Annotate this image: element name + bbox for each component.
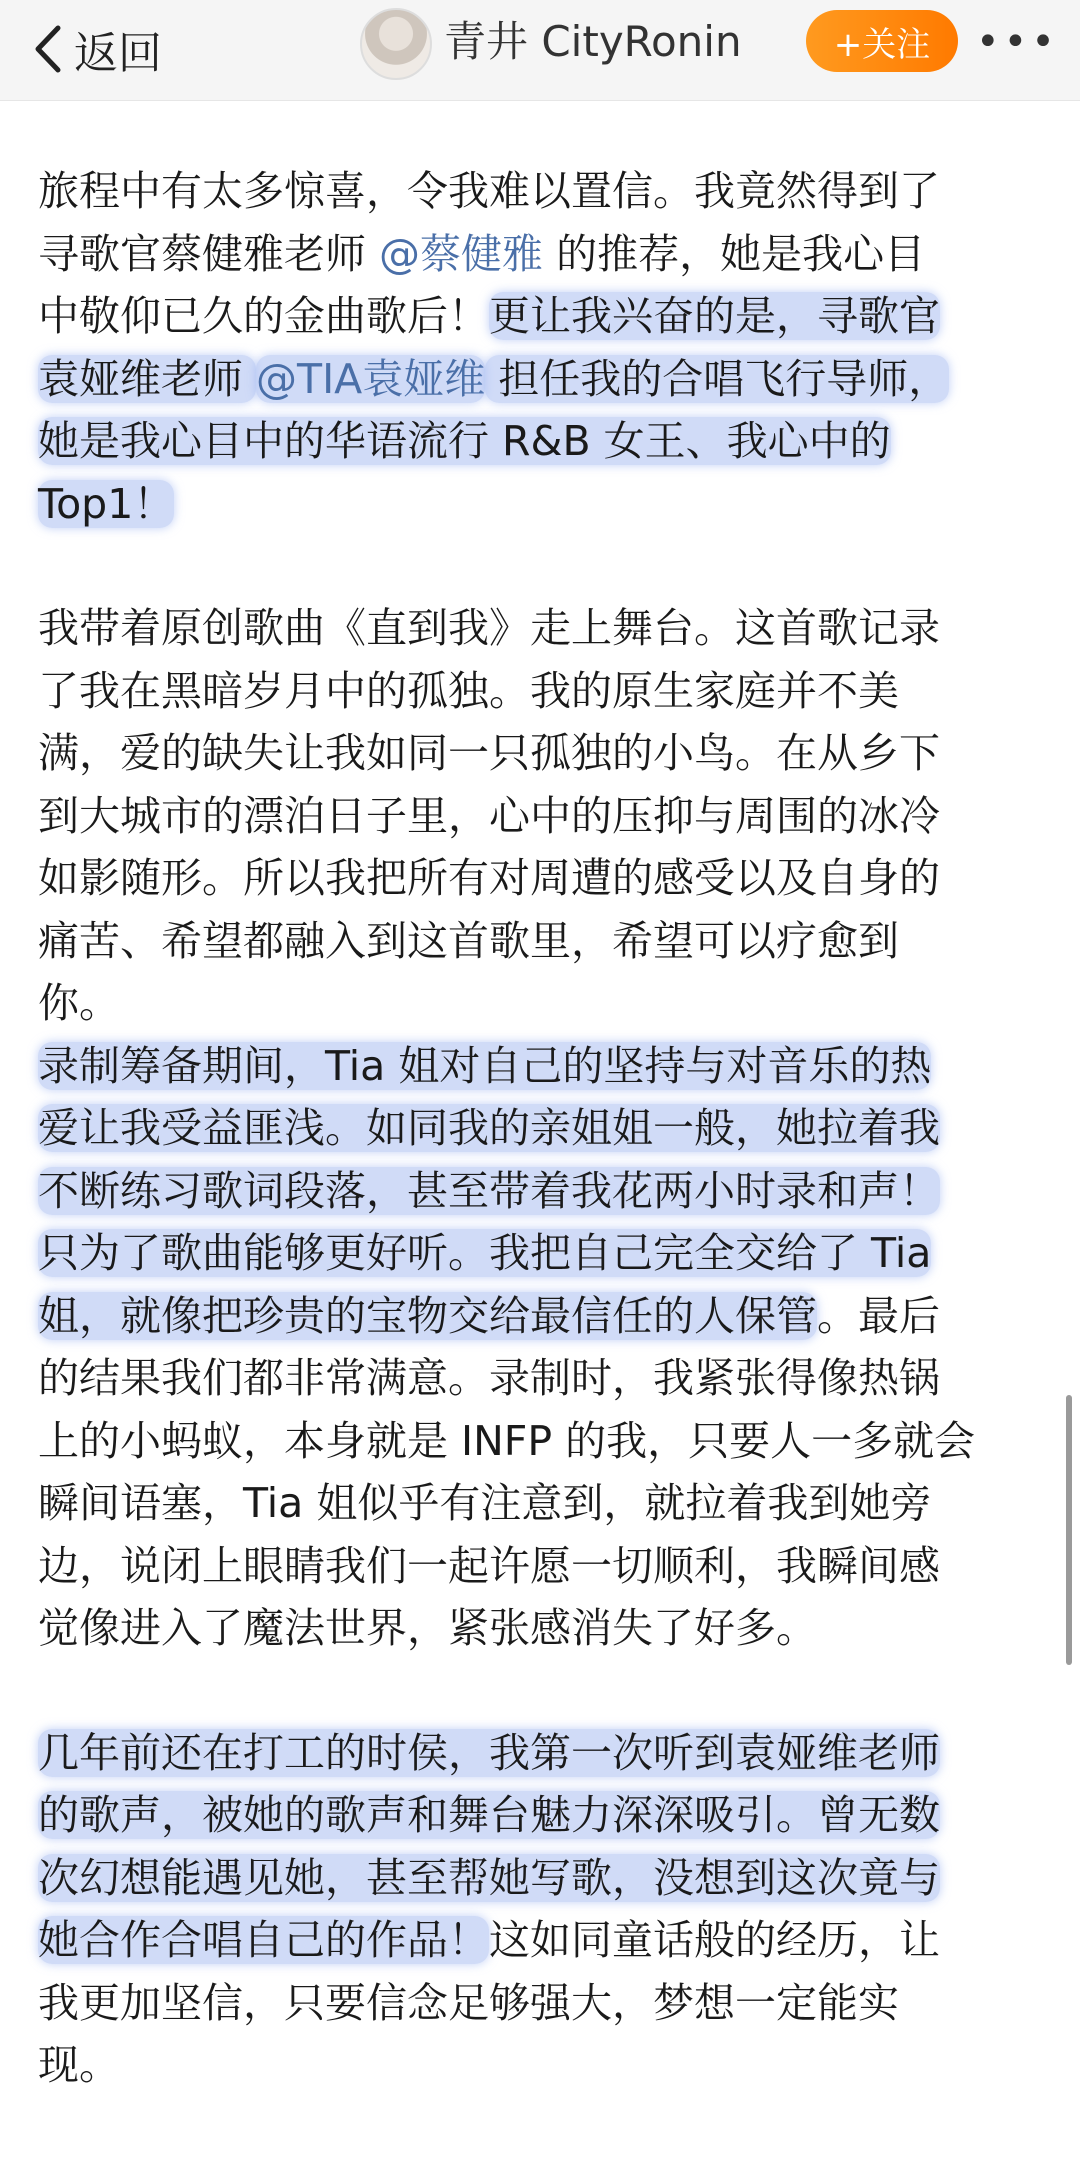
username[interactable]: 青井 CityRonin: [444, 17, 742, 66]
post-paragraph: [38, 160, 1048, 535]
back-label: 返回: [74, 28, 162, 79]
paragraph-gap: [38, 1660, 1048, 1722]
highlighted-text: 她是我心目中的华语流行 R&B 女王、我心中的: [38, 417, 891, 465]
back-button[interactable]: [30, 14, 162, 84]
text-line: [38, 160, 1048, 223]
text-line: [38, 285, 1048, 348]
text-line: [38, 722, 1048, 785]
text-segment: 这如同童话般的经历，让: [489, 1916, 940, 1964]
highlighted-text: 袁娅维老师: [38, 354, 257, 403]
text-line: [38, 847, 1048, 910]
highlighted-text: 不断练习歌词段落，甚至带着我花两小时录和声！: [38, 1166, 940, 1215]
paragraph-gap: [38, 535, 1048, 597]
text-segment: 我带着原创歌曲《直到我》走上舞台。这首歌记录: [38, 604, 940, 652]
text-segment: 寻歌官蔡健雅老师: [38, 229, 380, 278]
top-navigation-bar: [0, 0, 1080, 101]
text-segment: 。最后: [817, 1291, 940, 1340]
text-segment: 满，爱的缺失让我如同一只孤独的小鸟。在从乡下: [38, 729, 940, 777]
text-line: [38, 348, 1048, 411]
text-line: [38, 1285, 1048, 1348]
text-line: [38, 1410, 1048, 1473]
text-segment: 到大城市的漂泊日子里，心中的压抑与周围的冰冷: [38, 791, 940, 840]
text-segment: 的结果我们都非常满意。录制时，我紧张得像热锅: [38, 1354, 940, 1402]
text-line: [38, 1160, 1048, 1223]
highlighted-text: 录制筹备期间，Tia 姐对自己的坚持与对音乐的热: [38, 1041, 932, 1090]
text-line: [38, 1535, 1048, 1598]
text-segment: 觉像进入了魔法世界，紧张感消失了好多。: [38, 1604, 817, 1652]
text-line: [38, 1972, 1048, 2035]
text-segment: 你。: [38, 979, 120, 1027]
highlighted-text: 爱让我受益匪浅。如同我的亲姐姐一般，她拉着我: [38, 1104, 940, 1152]
avatar[interactable]: [360, 8, 432, 80]
text-line: [38, 1847, 1048, 1910]
text-line: [38, 972, 1048, 1035]
text-line: [38, 785, 1048, 848]
text-segment: 痛苦、希望都融入到这首歌里，希望可以疗愈到: [38, 916, 899, 965]
post-paragraph: [38, 1035, 1048, 1660]
text-line: [38, 1347, 1048, 1410]
text-segment: 旅程中有太多惊喜，令我难以置信。我竟然得到了: [38, 167, 940, 215]
text-line: [38, 1597, 1048, 1660]
text-segment: 中敬仰已久的金曲歌后！: [38, 292, 489, 340]
text-segment: 的推荐，她是我心目: [543, 229, 926, 278]
text-line: [38, 1784, 1048, 1847]
scrollbar[interactable]: [1066, 1395, 1072, 1665]
text-segment: 现。: [38, 2041, 120, 2089]
text-segment: 边，说闭上眼睛我们一起许愿一切顺利，我瞬间感: [38, 1541, 940, 1590]
more-options-icon[interactable]: •••: [976, 19, 1059, 65]
highlighted-text: 的歌声，被她的歌声和舞台魅力深深吸引。曾无数: [38, 1791, 940, 1839]
text-line: [38, 1035, 1048, 1098]
highlighted-text: 她合作合唱自己的作品！: [38, 1916, 489, 1964]
text-segment: 瞬间语塞，Tia 姐似乎有注意到，就拉着我到她旁: [38, 1479, 932, 1527]
chevron-left-icon: [30, 24, 64, 74]
user-mention-link[interactable]: @TIA袁娅维: [256, 354, 486, 403]
user-mention-link[interactable]: @蔡健雅: [379, 229, 544, 278]
text-line: [38, 1909, 1048, 1972]
highlighted-text: Top1！: [38, 479, 175, 528]
text-segment: 我更加坚信，只要信念足够强大，梦想一定能实: [38, 1978, 899, 2027]
text-segment: 如影随形。所以我把所有对周遭的感受以及自身的: [38, 854, 940, 902]
post-body: [38, 160, 1048, 2097]
post-paragraph: [38, 1722, 1048, 2097]
text-line: [38, 473, 1048, 536]
highlighted-text: 几年前还在打工的时侯，我第一次听到袁娅维老师: [38, 1728, 940, 1777]
highlighted-text: 只为了歌曲能够更好听。我把自己完全交给了 Tia: [38, 1229, 932, 1277]
text-line: [38, 1722, 1048, 1785]
text-line: [38, 223, 1048, 286]
text-line: [38, 1472, 1048, 1535]
text-line: [38, 660, 1048, 723]
text-line: [38, 1097, 1048, 1160]
text-line: [38, 2034, 1048, 2097]
highlighted-text: 姐，就像把珍贵的宝物交给最信任的人保管: [38, 1291, 817, 1340]
text-line: [38, 1222, 1048, 1285]
text-segment: 了我在黑暗岁月中的孤独。我的原生家庭并不美: [38, 666, 899, 715]
follow-button[interactable]: +关注: [806, 10, 958, 72]
text-line: [38, 597, 1048, 660]
text-line: [38, 410, 1048, 473]
highlighted-text: 次幻想能遇见她，甚至帮她写歌，没想到这次竟与: [38, 1853, 940, 1902]
highlighted-text: 担任我的合唱飞行导师，: [485, 354, 950, 403]
text-segment: 上的小蚂蚁，本身就是 INFP 的我，只要人一多就会: [38, 1416, 976, 1465]
highlighted-text: 更让我兴奋的是，寻歌官: [489, 292, 940, 340]
text-line: [38, 910, 1048, 973]
post-paragraph: [38, 597, 1048, 1035]
